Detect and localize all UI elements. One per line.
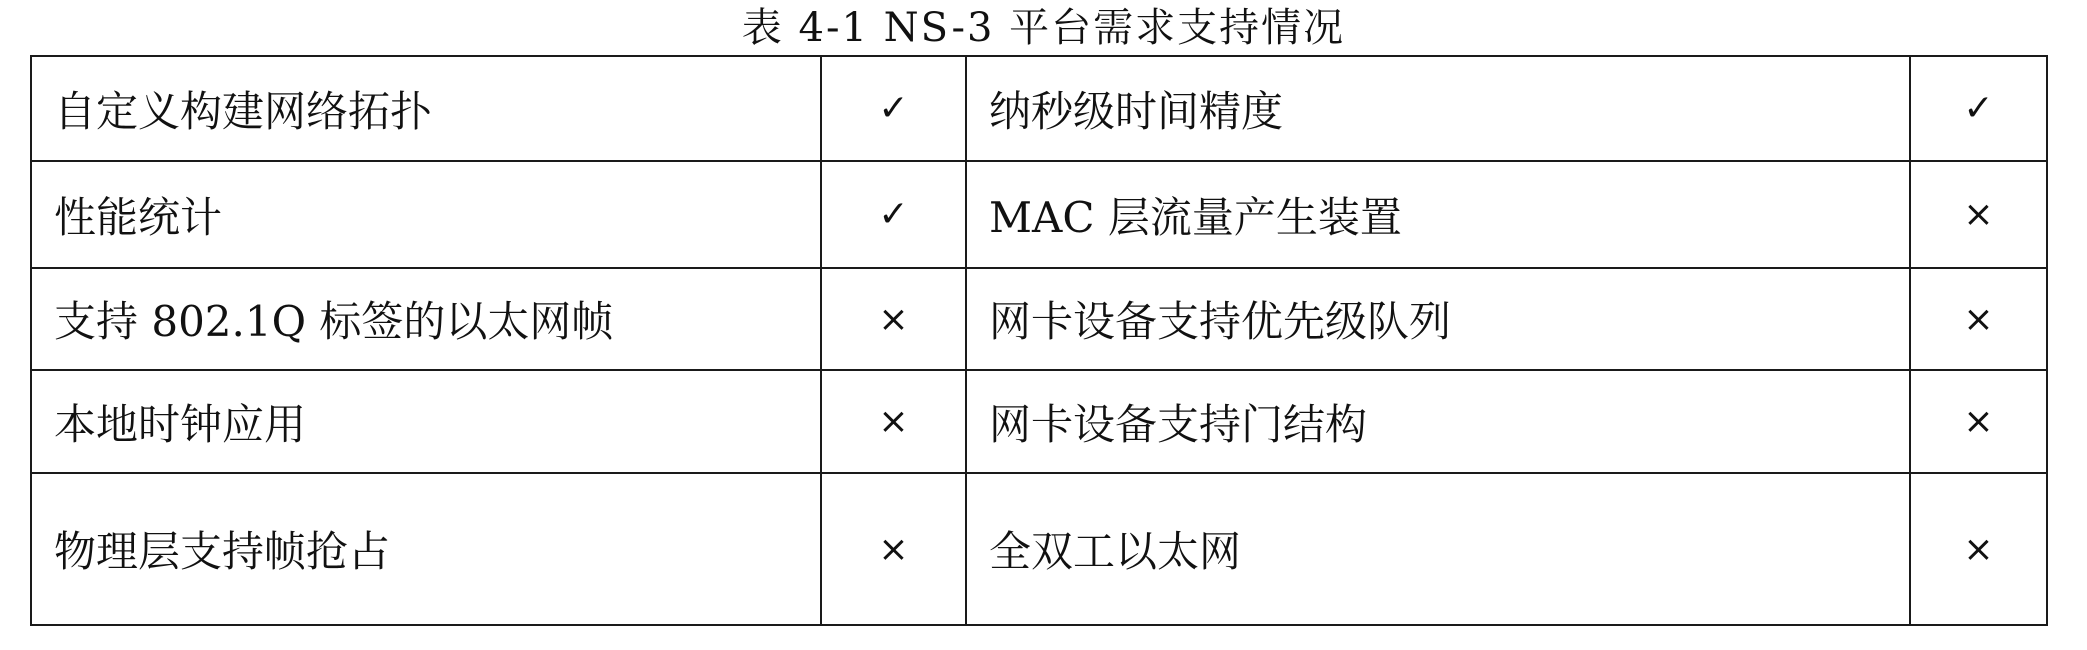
left-support-mark: ✓ bbox=[821, 56, 966, 161]
right-feature-cell: 全双工以太网 bbox=[966, 473, 1910, 625]
right-feature-cell: 纳秒级时间精度 bbox=[966, 56, 1910, 161]
right-support-mark: × bbox=[1910, 268, 2047, 370]
left-feature-cell: 性能统计 bbox=[31, 161, 821, 268]
left-support-mark: ✓ bbox=[821, 161, 966, 268]
table-row bbox=[31, 161, 2047, 268]
right-support-mark: × bbox=[1910, 370, 2047, 473]
left-support-mark: × bbox=[821, 473, 966, 625]
right-feature-cell: 网卡设备支持门结构 bbox=[966, 370, 1910, 473]
requirements-table bbox=[30, 55, 2048, 626]
right-feature-cell: MAC 层流量产生装置 bbox=[966, 161, 1910, 268]
table-row bbox=[31, 56, 2047, 161]
right-feature-cell: 网卡设备支持优先级队列 bbox=[966, 268, 1910, 370]
left-feature-cell: 物理层支持帧抢占 bbox=[31, 473, 821, 625]
left-feature-cell: 自定义构建网络拓扑 bbox=[31, 56, 821, 161]
table-row bbox=[31, 370, 2047, 473]
right-support-mark: ✓ bbox=[1910, 56, 2047, 161]
left-support-mark: × bbox=[821, 268, 966, 370]
table-caption: 表 4-1 NS-3 平台需求支持情况 bbox=[741, 5, 1346, 51]
table-row bbox=[31, 268, 2047, 370]
table-row bbox=[31, 473, 2047, 625]
left-feature-cell: 支持 802.1Q 标签的以太网帧 bbox=[31, 268, 821, 370]
right-support-mark: × bbox=[1910, 161, 2047, 268]
left-feature-cell: 本地时钟应用 bbox=[31, 370, 821, 473]
left-support-mark: × bbox=[821, 370, 966, 473]
right-support-mark: × bbox=[1910, 473, 2047, 625]
